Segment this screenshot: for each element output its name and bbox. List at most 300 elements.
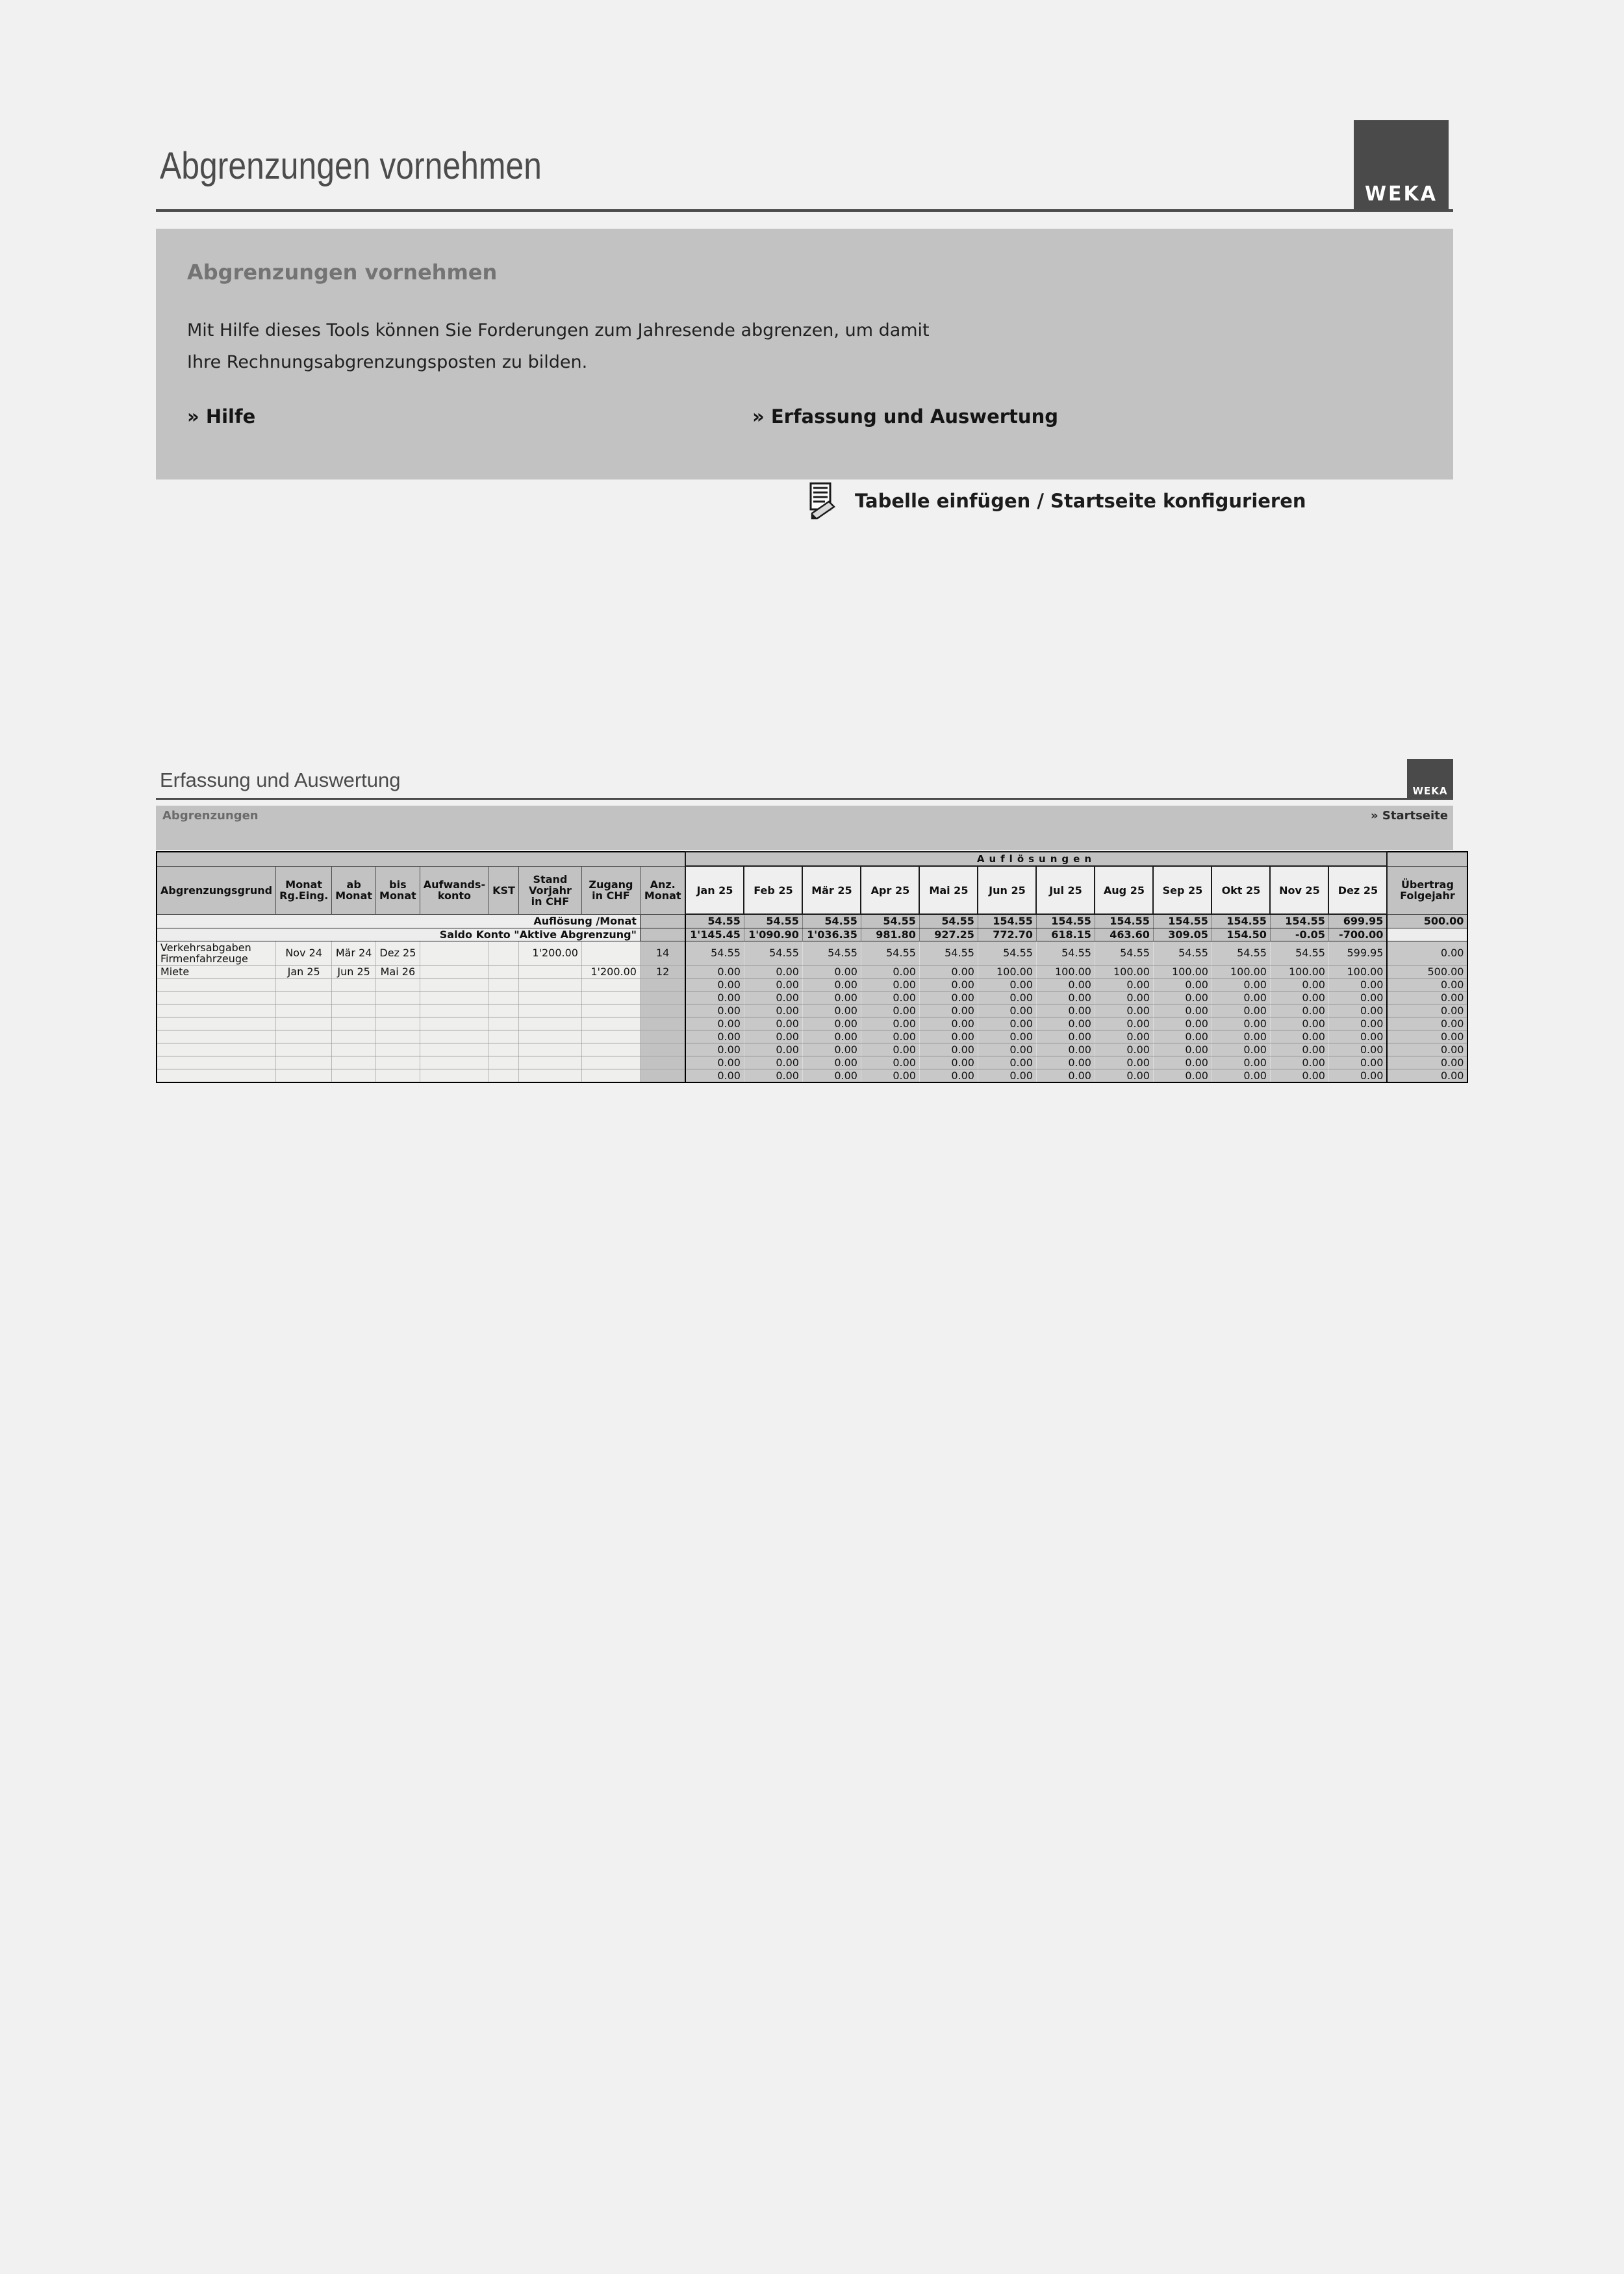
uebertrag-cell: 0.00 bbox=[1387, 1030, 1467, 1043]
table-row bbox=[157, 1030, 1467, 1043]
month-value-cell: 0.00 bbox=[1036, 1004, 1095, 1017]
table-row bbox=[157, 941, 1467, 965]
stand-vorjahr-cell bbox=[518, 1030, 581, 1043]
table-row bbox=[157, 914, 1467, 928]
table-edit-icon[interactable] bbox=[807, 482, 837, 520]
month-value-cell: 0.00 bbox=[802, 1004, 861, 1017]
month-value-cell: 0.00 bbox=[919, 1017, 978, 1030]
month-value-cell: 0.00 bbox=[1095, 991, 1153, 1004]
bis-monat-cell bbox=[376, 1056, 420, 1069]
kst-cell bbox=[489, 1030, 519, 1043]
month-value-cell: 0.00 bbox=[1212, 1030, 1270, 1043]
month-header: Aug 25 bbox=[1095, 866, 1153, 914]
month-value-cell: 0.00 bbox=[1328, 978, 1387, 991]
month-value-cell: 0.00 bbox=[1328, 1004, 1387, 1017]
zugang-cell bbox=[581, 941, 640, 965]
month-value-cell: 0.00 bbox=[1212, 1017, 1270, 1030]
month-value-cell: 0.00 bbox=[978, 978, 1036, 991]
column-header: KST bbox=[489, 866, 519, 914]
weka-logo-text: WEKA bbox=[1364, 182, 1438, 206]
bis-monat-cell bbox=[376, 991, 420, 1004]
month-value-cell: 0.00 bbox=[802, 978, 861, 991]
month-header: Okt 25 bbox=[1212, 866, 1270, 914]
ab-monat-cell bbox=[332, 1004, 376, 1017]
column-header: Zugang in CHF bbox=[581, 866, 640, 914]
grund-cell bbox=[157, 1017, 276, 1030]
month-value-cell: 0.00 bbox=[861, 1030, 919, 1043]
month-header: Apr 25 bbox=[861, 866, 919, 914]
month-value-cell: 0.00 bbox=[1212, 1069, 1270, 1082]
stand-vorjahr-cell: 1'200.00 bbox=[518, 941, 581, 965]
grund-cell: Miete bbox=[157, 965, 276, 978]
month-value-cell: 0.00 bbox=[685, 1004, 744, 1017]
summary-month-cell: 1'036.35 bbox=[802, 928, 861, 941]
bis-monat-cell bbox=[376, 1030, 420, 1043]
help-link[interactable]: » Hilfe bbox=[187, 405, 256, 428]
month-value-cell: 0.00 bbox=[919, 1030, 978, 1043]
configure-row bbox=[807, 481, 1306, 521]
bis-monat-cell: Mai 26 bbox=[376, 965, 420, 978]
uebertrag-cell: 0.00 bbox=[1387, 1004, 1467, 1017]
section-heading: Erfassung und Auswertung bbox=[160, 769, 401, 791]
month-value-cell: 0.00 bbox=[1328, 1017, 1387, 1030]
month-value-cell: 0.00 bbox=[744, 1004, 802, 1017]
stand-vorjahr-cell bbox=[518, 1017, 581, 1030]
month-header: Sep 25 bbox=[1153, 866, 1212, 914]
month-header: Jan 25 bbox=[685, 866, 744, 914]
ab-monat-cell bbox=[332, 1069, 376, 1082]
zugang-cell bbox=[581, 1004, 640, 1017]
month-value-cell: 0.00 bbox=[1036, 1017, 1095, 1030]
summary-label-cell: Auflösung /Monat bbox=[157, 914, 640, 928]
month-value-cell: 0.00 bbox=[1153, 1030, 1212, 1043]
month-value-cell: 0.00 bbox=[1212, 978, 1270, 991]
ab-monat-cell: Jun 25 bbox=[332, 965, 376, 978]
summary-month-cell: 154.55 bbox=[1153, 914, 1212, 928]
ab-monat-cell bbox=[332, 1056, 376, 1069]
grund-cell: Verkehrsabgaben Firmenfahrzeuge bbox=[157, 941, 276, 965]
summary-month-cell: 1'145.45 bbox=[685, 928, 744, 941]
month-value-cell: 0.00 bbox=[1270, 1004, 1328, 1017]
summary-month-cell: -700.00 bbox=[1328, 928, 1387, 941]
table-row bbox=[157, 1056, 1467, 1069]
uebertrag-cell: 500.00 bbox=[1387, 965, 1467, 978]
grund-cell bbox=[157, 1004, 276, 1017]
column-header: Stand Vorjahr in CHF bbox=[518, 866, 581, 914]
month-value-cell: 0.00 bbox=[1153, 1017, 1212, 1030]
uebertrag-cell: 0.00 bbox=[1387, 1043, 1467, 1056]
summary-month-cell: 981.80 bbox=[861, 928, 919, 941]
uebertrag-cell: 0.00 bbox=[1387, 1069, 1467, 1082]
month-value-cell: 0.00 bbox=[1153, 1069, 1212, 1082]
section-divider bbox=[156, 798, 1453, 800]
monat-rg-cell: Jan 25 bbox=[276, 965, 332, 978]
kst-cell bbox=[489, 1056, 519, 1069]
aufwandskonto-cell bbox=[420, 991, 488, 1004]
month-value-cell: 0.00 bbox=[1328, 1069, 1387, 1082]
month-value-cell: 0.00 bbox=[685, 1043, 744, 1056]
month-value-cell: 0.00 bbox=[1153, 991, 1212, 1004]
intro-panel-text: Mit Hilfe dieses Tools können Sie Forderungen zum Jahresende abgrenzen, um damit Ihre Rechnungsabgrenzungsposten zu bilden. bbox=[187, 320, 930, 372]
column-header: Monat Rg.Eing. bbox=[276, 866, 332, 914]
monat-rg-cell bbox=[276, 1017, 332, 1030]
grund-cell bbox=[157, 1056, 276, 1069]
month-value-cell: 0.00 bbox=[802, 1017, 861, 1030]
stand-vorjahr-cell bbox=[518, 1004, 581, 1017]
ab-monat-cell bbox=[332, 978, 376, 991]
month-value-cell: 0.00 bbox=[685, 1030, 744, 1043]
month-value-cell: 54.55 bbox=[1095, 941, 1153, 965]
weka-logo-small bbox=[1407, 759, 1453, 800]
month-value-cell: 0.00 bbox=[744, 991, 802, 1004]
month-value-cell: 54.55 bbox=[685, 941, 744, 965]
month-header: Mär 25 bbox=[802, 866, 861, 914]
month-value-cell: 0.00 bbox=[744, 978, 802, 991]
column-header: ab Monat bbox=[332, 866, 376, 914]
month-value-cell: 0.00 bbox=[1270, 1043, 1328, 1056]
monat-rg-cell bbox=[276, 1030, 332, 1043]
table-row bbox=[157, 852, 1467, 866]
anz-monat-cell: 14 bbox=[640, 941, 685, 965]
month-value-cell: 100.00 bbox=[1153, 965, 1212, 978]
aufwandskonto-cell bbox=[420, 1017, 488, 1030]
anz-monat-cell bbox=[640, 978, 685, 991]
month-value-cell: 0.00 bbox=[1212, 1004, 1270, 1017]
stand-vorjahr-cell bbox=[518, 965, 581, 978]
grund-cell bbox=[157, 991, 276, 1004]
table-row bbox=[157, 1017, 1467, 1030]
column-header: bis Monat bbox=[376, 866, 420, 914]
aufwandskonto-cell bbox=[420, 1056, 488, 1069]
summary-month-cell: 54.55 bbox=[685, 914, 744, 928]
kst-cell bbox=[489, 965, 519, 978]
band-spacer bbox=[1387, 852, 1467, 866]
monat-rg-cell bbox=[276, 1056, 332, 1069]
summary-month-cell: -0.05 bbox=[1270, 928, 1328, 941]
month-value-cell: 0.00 bbox=[978, 991, 1036, 1004]
month-value-cell: 100.00 bbox=[1095, 965, 1153, 978]
month-value-cell: 0.00 bbox=[1328, 1030, 1387, 1043]
month-value-cell: 0.00 bbox=[978, 1056, 1036, 1069]
month-value-cell: 54.55 bbox=[861, 941, 919, 965]
zugang-cell bbox=[581, 1017, 640, 1030]
month-value-cell: 0.00 bbox=[1153, 1043, 1212, 1056]
month-value-cell: 0.00 bbox=[861, 1069, 919, 1082]
summary-month-cell: 154.55 bbox=[1270, 914, 1328, 928]
month-value-cell: 0.00 bbox=[685, 965, 744, 978]
aufwandskonto-cell bbox=[420, 978, 488, 991]
month-value-cell: 0.00 bbox=[685, 991, 744, 1004]
month-value-cell: 0.00 bbox=[685, 1056, 744, 1069]
anz-monat-cell: 12 bbox=[640, 965, 685, 978]
uebertrag-cell: 0.00 bbox=[1387, 1056, 1467, 1069]
anz-monat-cell bbox=[640, 1043, 685, 1056]
uebertrag-cell: 0.00 bbox=[1387, 1017, 1467, 1030]
month-value-cell: 54.55 bbox=[1270, 941, 1328, 965]
month-value-cell: 0.00 bbox=[802, 1030, 861, 1043]
month-value-cell: 0.00 bbox=[1270, 978, 1328, 991]
kst-cell bbox=[489, 1043, 519, 1056]
page-title: Abgrenzungen vornehmen bbox=[160, 145, 542, 187]
insert-table-configure-link[interactable]: Tabelle einfügen / Startseite konfigurieren bbox=[855, 490, 1306, 512]
bis-monat-cell bbox=[376, 1004, 420, 1017]
month-value-cell: 0.00 bbox=[919, 1043, 978, 1056]
band-spacer bbox=[157, 852, 685, 866]
stand-vorjahr-cell bbox=[518, 978, 581, 991]
kst-cell bbox=[489, 1069, 519, 1082]
summary-month-cell: 154.55 bbox=[1095, 914, 1153, 928]
intro-panel bbox=[156, 229, 1453, 479]
table-toolbar-title: Abgrenzungen bbox=[162, 809, 259, 823]
summary-month-cell: 618.15 bbox=[1036, 928, 1095, 941]
anz-monat-cell bbox=[640, 1056, 685, 1069]
summary-month-cell: 154.55 bbox=[978, 914, 1036, 928]
table-row bbox=[157, 965, 1467, 978]
month-header: Mai 25 bbox=[919, 866, 978, 914]
monat-rg-cell bbox=[276, 1069, 332, 1082]
month-value-cell: 0.00 bbox=[861, 1017, 919, 1030]
month-value-cell: 0.00 bbox=[744, 1017, 802, 1030]
month-value-cell: 0.00 bbox=[1036, 1069, 1095, 1082]
month-value-cell: 0.00 bbox=[1095, 1069, 1153, 1082]
month-value-cell: 0.00 bbox=[919, 991, 978, 1004]
month-value-cell: 0.00 bbox=[861, 978, 919, 991]
monat-rg-cell bbox=[276, 1004, 332, 1017]
bis-monat-cell bbox=[376, 1043, 420, 1056]
month-value-cell: 0.00 bbox=[978, 1043, 1036, 1056]
month-value-cell: 0.00 bbox=[1095, 1004, 1153, 1017]
carry-header: Übertrag Folgejahr bbox=[1387, 866, 1467, 914]
monat-rg-cell bbox=[276, 978, 332, 991]
month-header: Jul 25 bbox=[1036, 866, 1095, 914]
stand-vorjahr-cell bbox=[518, 991, 581, 1004]
month-value-cell: 0.00 bbox=[861, 965, 919, 978]
summary-month-cell: 699.95 bbox=[1328, 914, 1387, 928]
kst-cell bbox=[489, 978, 519, 991]
zugang-cell bbox=[581, 1069, 640, 1082]
summary-carry-cell: 500.00 bbox=[1387, 914, 1467, 928]
month-value-cell: 0.00 bbox=[685, 1017, 744, 1030]
grund-cell bbox=[157, 978, 276, 991]
summary-month-cell: 463.60 bbox=[1095, 928, 1153, 941]
month-value-cell: 0.00 bbox=[861, 1043, 919, 1056]
month-value-cell: 0.00 bbox=[1270, 1069, 1328, 1082]
kst-cell bbox=[489, 1017, 519, 1030]
grund-cell bbox=[157, 1030, 276, 1043]
grund-cell bbox=[157, 1043, 276, 1056]
month-header: Jun 25 bbox=[978, 866, 1036, 914]
weka-logo bbox=[1354, 120, 1449, 212]
monat-rg-cell bbox=[276, 1043, 332, 1056]
month-value-cell: 0.00 bbox=[919, 978, 978, 991]
monat-rg-cell: Nov 24 bbox=[276, 941, 332, 965]
bis-monat-cell bbox=[376, 1017, 420, 1030]
month-value-cell: 0.00 bbox=[978, 1030, 1036, 1043]
month-value-cell: 0.00 bbox=[861, 1056, 919, 1069]
month-value-cell: 0.00 bbox=[744, 1056, 802, 1069]
capture-evaluation-link[interactable]: » Erfassung und Auswertung bbox=[752, 405, 1058, 428]
ab-monat-cell bbox=[332, 1030, 376, 1043]
summary-month-cell: 772.70 bbox=[978, 928, 1036, 941]
month-value-cell: 0.00 bbox=[802, 991, 861, 1004]
month-value-cell: 599.95 bbox=[1328, 941, 1387, 965]
month-value-cell: 0.00 bbox=[1036, 991, 1095, 1004]
stand-vorjahr-cell bbox=[518, 1069, 581, 1082]
month-value-cell: 0.00 bbox=[861, 1004, 919, 1017]
month-value-cell: 0.00 bbox=[1153, 978, 1212, 991]
table-row bbox=[157, 1043, 1467, 1056]
month-value-cell: 0.00 bbox=[1036, 978, 1095, 991]
aufwandskonto-cell bbox=[420, 1004, 488, 1017]
anz-monat-cell bbox=[640, 1004, 685, 1017]
bis-monat-cell bbox=[376, 978, 420, 991]
month-value-cell: 54.55 bbox=[1036, 941, 1095, 965]
table-row bbox=[157, 866, 1467, 914]
summary-month-cell: 54.55 bbox=[861, 914, 919, 928]
month-value-cell: 0.00 bbox=[1270, 991, 1328, 1004]
month-value-cell: 0.00 bbox=[802, 1043, 861, 1056]
intro-panel-heading: Abgrenzungen vornehmen bbox=[187, 260, 498, 285]
month-value-cell: 100.00 bbox=[1036, 965, 1095, 978]
month-value-cell: 0.00 bbox=[978, 1017, 1036, 1030]
anz-monat-cell bbox=[640, 1017, 685, 1030]
summary-anz-cell bbox=[640, 914, 685, 928]
stand-vorjahr-cell bbox=[518, 1056, 581, 1069]
month-header: Nov 25 bbox=[1270, 866, 1328, 914]
month-value-cell: 0.00 bbox=[802, 1069, 861, 1082]
uebertrag-cell: 0.00 bbox=[1387, 941, 1467, 965]
month-value-cell: 54.55 bbox=[978, 941, 1036, 965]
month-value-cell: 0.00 bbox=[1212, 1056, 1270, 1069]
summary-month-cell: 54.55 bbox=[802, 914, 861, 928]
month-value-cell: 0.00 bbox=[1270, 1056, 1328, 1069]
summary-month-cell: 54.55 bbox=[919, 914, 978, 928]
month-value-cell: 0.00 bbox=[1270, 1030, 1328, 1043]
month-value-cell: 0.00 bbox=[744, 1043, 802, 1056]
aufwandskonto-cell bbox=[420, 1030, 488, 1043]
table-toolbar bbox=[156, 806, 1453, 850]
month-header: Feb 25 bbox=[744, 866, 802, 914]
anz-monat-cell bbox=[640, 991, 685, 1004]
aufwandskonto-cell bbox=[420, 965, 488, 978]
month-value-cell: 54.55 bbox=[1212, 941, 1270, 965]
table-row bbox=[157, 978, 1467, 991]
summary-label-cell: Saldo Konto "Aktive Abgrenzung" bbox=[157, 928, 640, 941]
title-divider bbox=[156, 209, 1453, 212]
weka-logo-small-text: WEKA bbox=[1412, 784, 1448, 797]
month-value-cell: 0.00 bbox=[1212, 1043, 1270, 1056]
kst-cell bbox=[489, 1004, 519, 1017]
month-value-cell: 0.00 bbox=[1036, 1043, 1095, 1056]
month-header: Dez 25 bbox=[1328, 866, 1387, 914]
table-row bbox=[157, 1069, 1467, 1082]
month-value-cell: 100.00 bbox=[1328, 965, 1387, 978]
summary-month-cell: 1'090.90 bbox=[744, 928, 802, 941]
summary-month-cell: 154.50 bbox=[1212, 928, 1270, 941]
month-value-cell: 0.00 bbox=[978, 1004, 1036, 1017]
column-header: Aufwands-konto bbox=[420, 866, 488, 914]
month-value-cell: 0.00 bbox=[1328, 1043, 1387, 1056]
month-value-cell: 0.00 bbox=[685, 1069, 744, 1082]
month-value-cell: 0.00 bbox=[744, 1030, 802, 1043]
month-value-cell: 0.00 bbox=[1328, 1056, 1387, 1069]
summary-month-cell: 154.55 bbox=[1212, 914, 1270, 928]
month-value-cell: 54.55 bbox=[744, 941, 802, 965]
summary-month-cell: 154.55 bbox=[1036, 914, 1095, 928]
ab-monat-cell bbox=[332, 991, 376, 1004]
anz-monat-cell bbox=[640, 1069, 685, 1082]
month-value-cell: 0.00 bbox=[1095, 1030, 1153, 1043]
month-value-cell: 0.00 bbox=[1095, 1043, 1153, 1056]
month-value-cell: 0.00 bbox=[744, 965, 802, 978]
table-row bbox=[157, 928, 1467, 941]
aufwandskonto-cell bbox=[420, 1043, 488, 1056]
stand-vorjahr-cell bbox=[518, 1043, 581, 1056]
bis-monat-cell bbox=[376, 1069, 420, 1082]
table-row bbox=[157, 1004, 1467, 1017]
band-aufloesungen-label: Auflösungen bbox=[685, 852, 1387, 866]
month-value-cell: 0.00 bbox=[919, 1056, 978, 1069]
month-value-cell: 0.00 bbox=[1036, 1056, 1095, 1069]
zugang-cell: 1'200.00 bbox=[581, 965, 640, 978]
month-value-cell: 0.00 bbox=[1095, 1017, 1153, 1030]
summary-carry-cell bbox=[1387, 928, 1467, 941]
summary-anz-cell bbox=[640, 928, 685, 941]
month-value-cell: 54.55 bbox=[1153, 941, 1212, 965]
ab-monat-cell: Mär 24 bbox=[332, 941, 376, 965]
month-value-cell: 0.00 bbox=[1153, 1004, 1212, 1017]
summary-month-cell: 927.25 bbox=[919, 928, 978, 941]
zugang-cell bbox=[581, 1030, 640, 1043]
aufwandskonto-cell bbox=[420, 1069, 488, 1082]
month-value-cell: 0.00 bbox=[685, 978, 744, 991]
column-header: Abgrenzungsgrund bbox=[157, 866, 276, 914]
month-value-cell: 0.00 bbox=[1095, 1056, 1153, 1069]
anz-monat-cell bbox=[640, 1030, 685, 1043]
monat-rg-cell bbox=[276, 991, 332, 1004]
column-header: Anz. Monat bbox=[640, 866, 685, 914]
month-value-cell: 0.00 bbox=[861, 991, 919, 1004]
kst-cell bbox=[489, 941, 519, 965]
grund-cell bbox=[157, 1069, 276, 1082]
zugang-cell bbox=[581, 1043, 640, 1056]
month-value-cell: 0.00 bbox=[744, 1069, 802, 1082]
month-value-cell: 0.00 bbox=[1095, 978, 1153, 991]
month-value-cell: 0.00 bbox=[1036, 1030, 1095, 1043]
uebertrag-cell: 0.00 bbox=[1387, 978, 1467, 991]
ab-monat-cell bbox=[332, 1043, 376, 1056]
zugang-cell bbox=[581, 978, 640, 991]
accrual-table bbox=[156, 851, 1468, 1083]
month-value-cell: 100.00 bbox=[1270, 965, 1328, 978]
month-value-cell: 100.00 bbox=[978, 965, 1036, 978]
month-value-cell: 0.00 bbox=[1328, 991, 1387, 1004]
month-value-cell: 0.00 bbox=[802, 1056, 861, 1069]
month-value-cell: 0.00 bbox=[1212, 991, 1270, 1004]
month-value-cell: 0.00 bbox=[1153, 1056, 1212, 1069]
month-value-cell: 100.00 bbox=[1212, 965, 1270, 978]
zugang-cell bbox=[581, 1056, 640, 1069]
month-value-cell: 0.00 bbox=[978, 1069, 1036, 1082]
table-row bbox=[157, 991, 1467, 1004]
aufwandskonto-cell bbox=[420, 941, 488, 965]
month-value-cell: 0.00 bbox=[919, 1004, 978, 1017]
startseite-link[interactable]: » Startseite bbox=[1371, 809, 1448, 823]
kst-cell bbox=[489, 991, 519, 1004]
accrual-table-wrap bbox=[156, 851, 1468, 1083]
month-value-cell: 0.00 bbox=[919, 1069, 978, 1082]
bis-monat-cell: Dez 25 bbox=[376, 941, 420, 965]
